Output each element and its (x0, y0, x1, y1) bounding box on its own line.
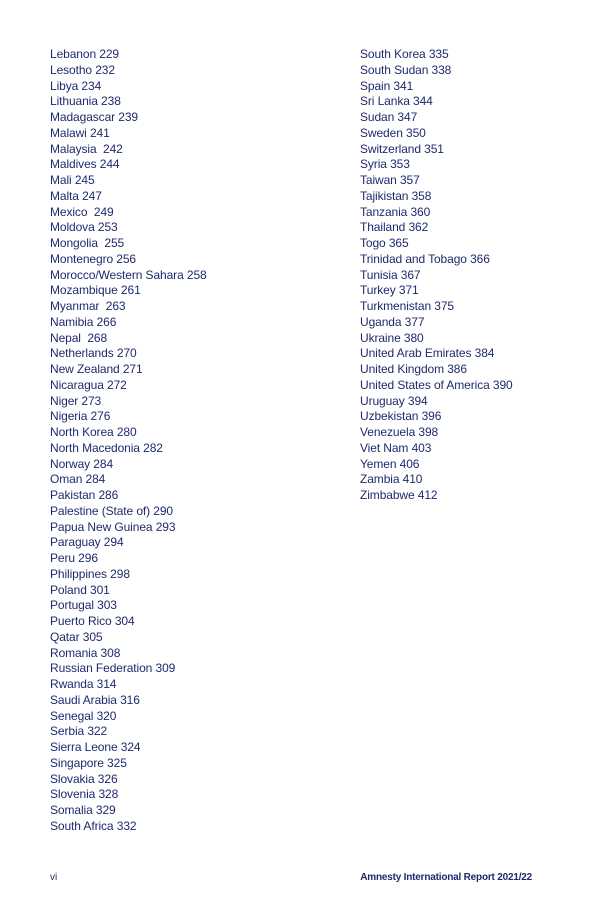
report-title: Amnesty International Report 2021/22 (360, 872, 532, 883)
index-entry: Madagascar 239 (50, 110, 138, 124)
index-entry: Paraguay 294 (50, 535, 124, 550)
index-column-right (360, 47, 580, 504)
index-entry: United States of America 390 (360, 377, 513, 392)
index-entry: Sri Lanka 344 (360, 94, 433, 109)
index-entry: Peru 296 (50, 551, 98, 565)
index-entry: Nepal 268 (50, 330, 108, 345)
index-entry: Uganda 377 (360, 314, 425, 329)
index-entry: Saudi Arabia 316 (50, 692, 140, 707)
page-number: vi (50, 872, 58, 883)
index-entry: Senegal 320 (50, 708, 117, 723)
index-entry: South Korea 335 (360, 47, 449, 61)
index-entry: Zambia 410 (360, 472, 423, 487)
index-entry: Switzerland 351 (360, 141, 444, 156)
index-entry: United Kingdom 386 (360, 362, 467, 376)
index-entry: Lebanon 229 (50, 47, 119, 61)
index-entry: Morocco/Western Sahara 258 (50, 267, 207, 282)
index-entry: Sweden 350 (360, 125, 426, 140)
index-entry: Syria 353 (360, 157, 410, 172)
index-entry: Netherlands 270 (50, 346, 137, 361)
index-entry: Mozambique 261 (50, 283, 141, 298)
index-entry: Venezuela 398 (360, 425, 439, 439)
index-entry: Slovakia 326 (50, 771, 118, 786)
index-entry: South Africa 332 (50, 818, 137, 833)
index-entry: Lithuania 238 (50, 94, 121, 109)
index-entry: Montenegro 256 (50, 251, 136, 266)
index-entry: Tanzania 360 (360, 204, 431, 219)
index-entry: Trinidad and Tobago 366 (360, 251, 490, 266)
index-entry: Russian Federation 309 (50, 661, 176, 676)
index-entry: Ukraine 380 (360, 330, 424, 345)
index-entry: South Sudan 338 (360, 62, 452, 77)
index-entry: Malawi 241 (50, 125, 110, 140)
index-entry: Serbia 322 (50, 724, 108, 739)
index-entry: Malta 247 (50, 188, 102, 203)
index-entry: Mali 245 (50, 173, 95, 187)
index-entry: Namibia 266 (50, 314, 117, 329)
index-entry: United Arab Emirates 384 (360, 346, 495, 361)
index-entry: Uzbekistan 396 (360, 409, 442, 424)
index-entry: Togo 365 (360, 236, 409, 250)
index-column-left (50, 47, 330, 835)
index-entry: Palestine (State of) 290 (50, 503, 174, 518)
index-entry: Viet Nam 403 (360, 440, 432, 455)
index-entry: Mongolia 255 (50, 236, 125, 250)
index-entry: Qatar 305 (50, 629, 103, 644)
index-entry: Turkey 371 (360, 283, 419, 298)
index-entry: Uruguay 394 (360, 393, 428, 408)
index-entry: Poland 301 (50, 582, 110, 597)
index-entry: Zimbabwe 412 (360, 488, 438, 502)
index-entry: Nicaragua 272 (50, 377, 127, 392)
index-entry: Philippines 298 (50, 566, 130, 581)
index-entry: New Zealand 271 (50, 362, 143, 376)
index-entry: Norway 284 (50, 456, 114, 471)
index-entry: Moldova 253 (50, 220, 118, 235)
index-entry: Romania 308 (50, 645, 121, 660)
index-entry: North Macedonia 282 (50, 440, 163, 455)
index-entry: Niger 273 (50, 393, 102, 408)
index-entry: Singapore 325 (50, 755, 127, 770)
index-entry: Taiwan 357 (360, 173, 420, 187)
index-entry: Tajikistan 358 (360, 188, 432, 203)
index-entry: Pakistan 286 (50, 488, 119, 502)
index-entry: Myanmar 263 (50, 299, 126, 313)
index-entry: Slovenia 328 (50, 787, 119, 802)
index-entry: Sierra Leone 324 (50, 740, 141, 754)
index-entry: Nigeria 276 (50, 409, 111, 424)
index-entry: Portugal 303 (50, 598, 117, 613)
index-entry: Malaysia 242 (50, 141, 123, 156)
index-entry: Mexico 249 (50, 204, 114, 219)
index-entry: Puerto Rico 304 (50, 614, 135, 628)
index-entry: Somalia 329 (50, 803, 116, 817)
index-entry: Thailand 362 (360, 220, 429, 235)
index-entry: Yemen 406 (360, 456, 420, 471)
index-entry: Papua New Guinea 293 (50, 519, 176, 534)
index-entry: Maldives 244 (50, 157, 120, 172)
index-entry: Tunisia 367 (360, 267, 421, 282)
index-entry: North Korea 280 (50, 425, 137, 439)
index-entry: Oman 284 (50, 472, 106, 487)
index-entry: Rwanda 314 (50, 677, 117, 691)
index-entry: Sudan 347 (360, 110, 418, 124)
index-entry: Libya 234 (50, 78, 102, 93)
index-entry: Spain 341 (360, 78, 414, 93)
index-entry: Turkmenistan 375 (360, 299, 455, 313)
index-entry: Lesotho 232 (50, 62, 115, 77)
